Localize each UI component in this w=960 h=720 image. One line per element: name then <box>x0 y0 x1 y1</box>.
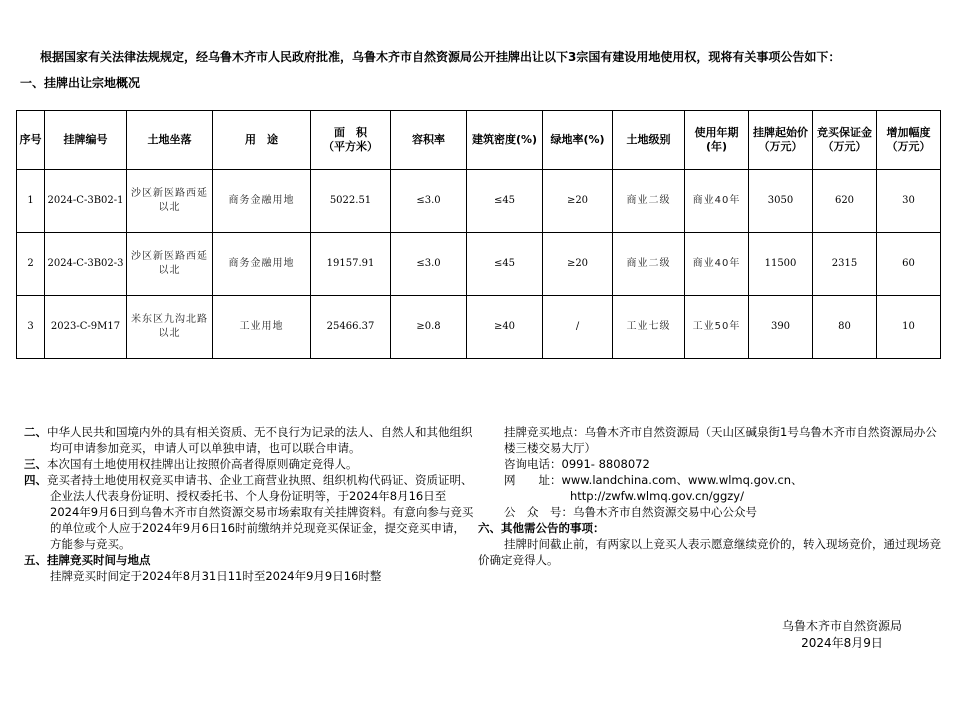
table-header-cell: 增加幅度 （万元） <box>877 111 941 170</box>
table-header-cell: 用 途 <box>213 111 311 170</box>
bidding-place: 挂牌竞买地点：乌鲁木齐市自然资源局（天山区碱泉街1号乌鲁木齐市自然资源局办公楼三楼交易大厅） <box>504 425 937 455</box>
table-cell: 3 <box>17 296 45 359</box>
table-cell: / <box>543 296 613 359</box>
website-line-1: 网 址：www.landchina.com、www.wlmq.gov.cn、 <box>504 473 803 487</box>
contact-phone: 咨询电话：0991- 8808072 <box>504 457 650 471</box>
table-header-cell: 绿地率(%) <box>543 111 613 170</box>
table-cell: 沙区新医路西延以北 <box>127 233 213 296</box>
table-cell: 19157.91 <box>311 233 391 296</box>
notice-left-column <box>24 424 474 584</box>
section-4-number: 四、 <box>24 473 47 487</box>
table-cell: 80 <box>813 296 877 359</box>
table-cell: ≥40 <box>467 296 543 359</box>
table-cell: ≤3.0 <box>391 233 467 296</box>
table-cell: ≥20 <box>543 233 613 296</box>
table-row <box>17 170 941 233</box>
table-cell: 商务金融用地 <box>213 170 311 233</box>
table-header-cell: 土地级别 <box>613 111 685 170</box>
table-cell: 60 <box>877 233 941 296</box>
section-6-title: 六、其他需公告的事项： <box>478 521 605 535</box>
website-line-2: http://zwfw.wlmq.gov.cn/ggzy/ <box>570 489 744 503</box>
parcel-table <box>16 110 941 359</box>
table-header-cell: 面 积 （平方米） <box>311 111 391 170</box>
table-body <box>17 170 941 359</box>
table-header-cell: 挂牌起始价 （万元） <box>749 111 813 170</box>
table-header-cell: 土地坐落 <box>127 111 213 170</box>
table-row <box>17 296 941 359</box>
notice-intro: 根据国家有关法律法规规定，经乌鲁木齐市人民政府批准，乌鲁木齐市自然资源局公开挂牌出让以下3宗国有建设用地使用权，现将有关事项公告如下： <box>40 50 841 64</box>
section-3-text: 本次国有土地使用权挂牌出让按照价高者得原则确定竞得人。 <box>47 457 358 471</box>
table-cell: 2023-C-9M17 <box>45 296 127 359</box>
section-5-time: 挂牌竞买时间定于2024年8月31日11时至2024年9月9日16时整 <box>50 569 382 583</box>
section-6-text: 挂牌时间截止前，有两家以上竞买人表示愿意继续竞价的，转入现场竞价，通过现场竞价确定竞得人。 <box>478 537 941 567</box>
table-cell: 25466.37 <box>311 296 391 359</box>
table-header-cell: 使用年期 (年) <box>685 111 749 170</box>
table-cell: 工业七级 <box>613 296 685 359</box>
table-cell: 3050 <box>749 170 813 233</box>
table-cell: 工业用地 <box>213 296 311 359</box>
table-header-cell: 建筑密度(%) <box>467 111 543 170</box>
section-3-number: 三、 <box>24 457 47 471</box>
table-cell: 沙区新医路西延以北 <box>127 170 213 233</box>
table-cell: 2315 <box>813 233 877 296</box>
table-cell: 商业40年 <box>685 233 749 296</box>
table-cell: ≤3.0 <box>391 170 467 233</box>
table-cell: 30 <box>877 170 941 233</box>
section-5-title: 五、挂牌竞买时间与地点 <box>24 553 151 567</box>
table-header-cell: 序号 <box>17 111 45 170</box>
table-cell: 工业50年 <box>685 296 749 359</box>
table-cell: 米东区九沟北路以北 <box>127 296 213 359</box>
table-header-cell: 容积率 <box>391 111 467 170</box>
section-2-number: 二、 <box>24 425 47 439</box>
table-cell: 商业二级 <box>613 233 685 296</box>
table-cell: ≤45 <box>467 233 543 296</box>
section-title-parcels: 一、挂牌出让宗地概况 <box>20 76 141 90</box>
table-cell: 390 <box>749 296 813 359</box>
table-cell: 2024-C-3B02-3 <box>45 233 127 296</box>
table-header-cell: 挂牌编号 <box>45 111 127 170</box>
table-cell: ≥0.8 <box>391 296 467 359</box>
table-cell: 商务金融用地 <box>213 233 311 296</box>
wechat-account: 公 众 号：乌鲁木齐市自然资源交易中心公众号 <box>504 505 757 519</box>
table-cell: 11500 <box>749 233 813 296</box>
issuing-organization: 乌鲁木齐市自然资源局 <box>781 619 902 633</box>
table-cell: 5022.51 <box>311 170 391 233</box>
signature-block <box>782 618 902 652</box>
section-2 <box>24 424 474 456</box>
section-4 <box>24 472 474 552</box>
section-3 <box>24 456 474 472</box>
table-cell: 商业二级 <box>613 170 685 233</box>
issue-date: 2024年8月9日 <box>801 636 883 650</box>
table-header-row <box>17 111 941 170</box>
table-header-cell: 竞买保证金 （万元） <box>813 111 877 170</box>
table-cell: 10 <box>877 296 941 359</box>
table-row <box>17 233 941 296</box>
table-cell: ≥20 <box>543 170 613 233</box>
table-cell: 2024-C-3B02-1 <box>45 170 127 233</box>
section-4-text: 竞买者持土地使用权竞买申请书、企业工商营业执照、组织机构代码证、资质证明、企业法人代表身份证明、授权委托书、个人身份证明等，于2024年8月16日至2024年9月6日到乌鲁木齐市自然资源交易市场索取有关挂牌资料。有意向参与竞买的单位或个人应于2024年9月6日16时前缴纳并兑现竞买保证金，提交竞买申请，方能参与竞买。 <box>47 473 474 551</box>
table-cell: 1 <box>17 170 45 233</box>
section-2-text: 中华人民共和国境内外的具有相关资质、无不良行为记录的法人、自然人和其他组织均可申请参加竞买，申请人可以单独申请，也可以联合申请。 <box>47 425 473 455</box>
table-cell: 商业40年 <box>685 170 749 233</box>
notice-right-column <box>478 424 948 568</box>
table-cell: ≤45 <box>467 170 543 233</box>
table-cell: 620 <box>813 170 877 233</box>
table-cell: 2 <box>17 233 45 296</box>
